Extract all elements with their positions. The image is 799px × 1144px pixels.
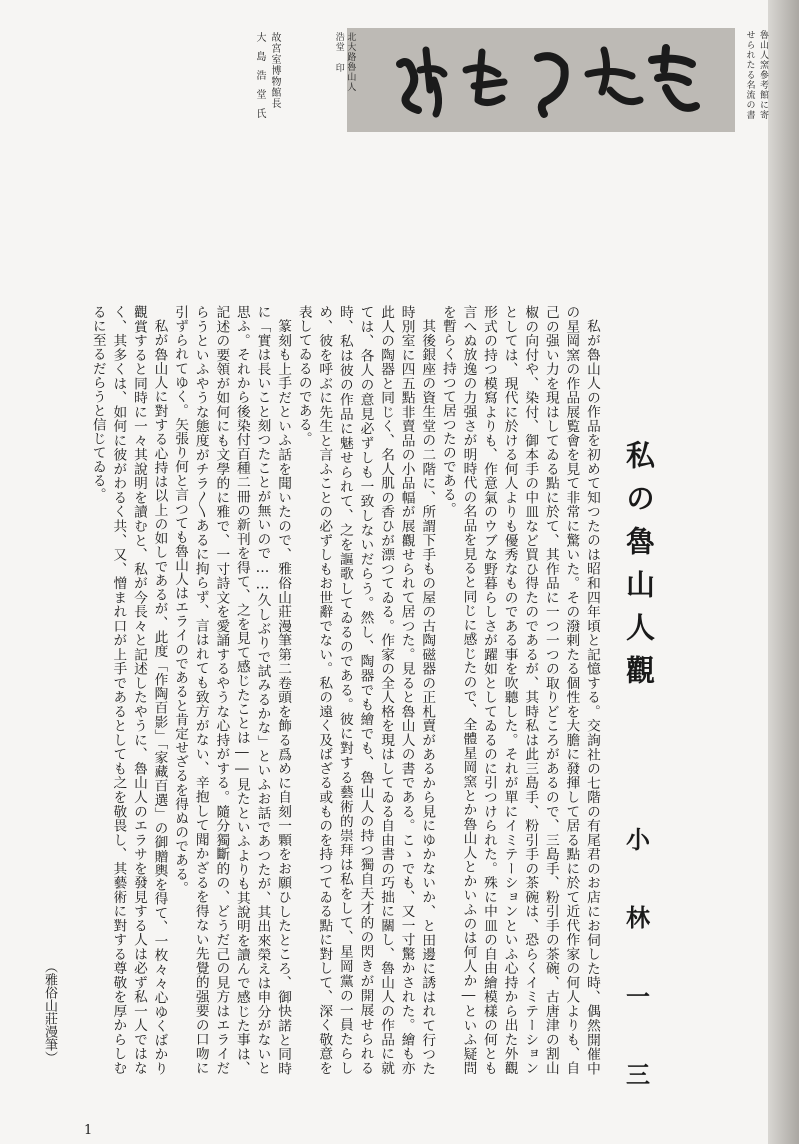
author-char-1: 小: [626, 825, 650, 854]
caption-right-line-1: 魯山人窯參考館に寄: [758, 30, 768, 120]
closing-note: （雅俗山莊漫筆）: [42, 960, 57, 1064]
caption-right: [742, 30, 769, 160]
calligraphy-signature: [332, 32, 355, 112]
caption-left-line-1: 故宮室博物館長: [269, 32, 280, 109]
page-binding-shadow: [768, 0, 799, 1144]
author-char-2: 林: [626, 903, 650, 933]
signature-line-2: 浩堂 印: [333, 32, 344, 73]
paragraph: 私が魯山人の作品を初めて知つたのは昭和四年頃と記憶する。交詢社の七階の有尾君のお店にお伺した時、偶然開催中の星岡窯の作品展覧會を見て非常に驚いた。その潑剌たる個性を大膽に發揮して居る點に於て近代作家の何人よりも、自己の强い力を現はしてゐる點に於て、其作品に一つ一つの取りどころがあるので、三島手、粉引手の茶碗、古唐津の割山椒の向付や、染付、御本手の中皿など買ひ得たのであるが、其時私は此三島手、粉引手の茶碗は、恐らくイミテーションとしては、現代に於ける何人よりも優秀なものである事を吹聽した。それが單にイミテーションといふ心持から出た外觀形式の持つ模寫よりも、作意氣のウブな野暮らしさが躍如としてゐるのに引つけられた。殊に中皿の自由繪模樣の何とも言へぬ放逸の力强さが明時代の名品を見ると同じに感じたので、全體星岡窯とか魯山人とかいふのは何人か―といふ疑問を暫らく持つて居つたのである。: [439, 305, 600, 1075]
calligraphy-image: [378, 30, 708, 126]
caption-right-line-2: せられたる名流の書: [744, 30, 755, 120]
article-title: 私の魯山人觀: [622, 440, 656, 698]
page-mark: 1: [84, 1123, 93, 1138]
paragraph: 篆刻も上手だといふ話を聞いたので、雅俗山莊漫筆第二卷頭を飾る爲めに自刻一顆をお願ひしたところ、御快諾と同時に「實は長いこと刻つたことが無いので……久しぶりで試みるかな」といふお話であつたが、其出來榮えは申分がないと思ふ。それから後染付百種二冊の新刊を得て、之を見て感じたことは――見たといふよりも其說明を讀んで感じた事は、記述の要領が如何にも文學的に雅で、一寸詩文を愛誦するやうな心持がする。隨分獨斷的の、どうだ己の見方はエライだらうといふやうな態度がチラ〳〵あるに拘らず、言はれても致方がない、辛抱して聞かざるを得ない先覺的强要の口吻に引ずられてゆく。矢張り何と言つても魯山人はエライのであると肯定せざるを得ぬのである。: [172, 305, 292, 1075]
paragraph: 其後銀座の資生堂の二階に、所謂下手もの屋の古陶磁器の正札賣があるから見にゆかないか、と田邊に誘はれて行つた時別室に四五點非賣品の小品幅が展觀せられて居つた。見ると魯山人の書である。こゝでも、又一寸驚かされた。繪も亦此人の陶器と同じく、名人肌の香ひが漂つてゐる。作家の全人格を現はしてゐる自由書の巧拙に關し、魯山人の作品に就ては、各人の意見必ずしも一致しないだらう。然し、陶器でも繪でも、魯山人の持つ獨自天才的の閃きが開展せられる時、私は彼の作品に魅せられて、之を謳歌してゐるのである。彼に對する藝術的崇拜は私をして、星岡黨の一員たらしめ、彼を呼ぶに先生と言ふことの必ずしもお世辭でない。私の遠く及ばざる或ものを持つてゐる點に對して、深く敬意を表してゐるのである。: [295, 305, 436, 1075]
author-char-3: 一: [626, 981, 650, 1011]
article-body: [42, 305, 602, 1075]
author-name: [621, 820, 655, 1090]
caption-left-line-2: 大島浩堂氏: [254, 32, 265, 127]
paragraph: 私が魯山人に對する心持は以上の如しであるが、此度「作陶百影」「家藏百選」の御贈輿を得て、一枚々々心ゆくばかり觀賞すると同時に一々其說明を讀むと、私が今長々と記述したやうに、魯山人のエラサを發見する人は必ず私一人ではなく、其多くは、如何に彼がわるく共、又、憎まれ口が上手であるとしても之を敬畏し、其藝術に對する尊敬を厚からしむるに至るだらうと信じてゐる。: [89, 305, 168, 1075]
caption-left: [252, 32, 282, 142]
author-char-4: 三: [626, 1059, 650, 1089]
signature-line-1: 北大路魯山人: [345, 32, 356, 92]
